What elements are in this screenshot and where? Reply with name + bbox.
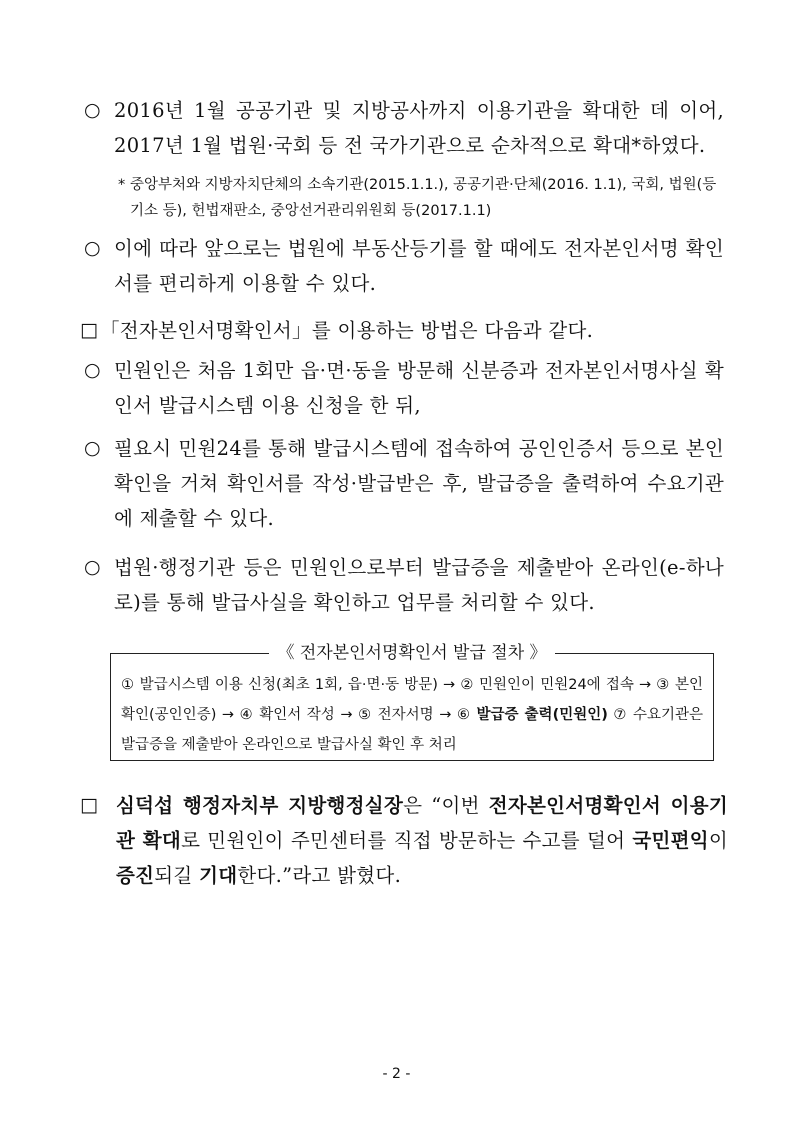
section-quote-official [80, 788, 728, 893]
bullet-paragraph-expansion [84, 93, 724, 163]
bullet-paragraph-first-visit [84, 353, 724, 423]
circle-bullet-icon: ○ [84, 556, 101, 578]
procedure-box-title: 《 전자본인서명확인서 발급 절차 》 [269, 643, 554, 663]
square-bullet-icon: □ [80, 794, 99, 816]
circle-bullet-icon: ○ [84, 437, 101, 459]
paragraph-text: 이에 따라 앞으로는 법원에 부동산등기를 할 때에도 전자본인서명 확인서를 편리하게 이용할 수 있다. [114, 237, 724, 295]
quote-text [116, 788, 728, 893]
square-bullet-icon: □ [80, 319, 99, 341]
section-text: 「전자본인서명확인서」를 이용하는 방법은 다음과 같다. [100, 319, 594, 342]
quote-part: 이 [708, 829, 729, 852]
circle-bullet-icon: ○ [84, 359, 101, 381]
footnote-text: 중앙부처와 지방자치단체의 소속기관(2015.1.1.), 공공기관·단체(2016. 1.1), 국회, 법원(등기소 등), 헌법재판소, 중앙선거관리위원회 등(2017.1.1) [130, 177, 717, 219]
paragraph-text: 필요시 민원24를 통해 발급시스템에 접속하여 공인인증서 등으로 본인확인을 거쳐 확인서를 작성·발급받은 후, 발급증을 출력하여 수요기관에 제출할 수 있다. [114, 437, 724, 530]
page-number: - 2 - [382, 1066, 411, 1082]
bullet-paragraph-online-issue [84, 431, 724, 536]
quote-part: 은 “이번 [403, 794, 489, 817]
quote-emphasis: 기대 [199, 864, 238, 887]
quote-emphasis: 전자본인서명확인서 이용기관 확대 [116, 794, 728, 852]
quote-emphasis: 증진 [116, 864, 155, 887]
section-heading-usage [80, 313, 728, 348]
procedure-steps [121, 670, 703, 760]
quote-part: 로 민원인이 주민센터를 직접 방문하는 수고를 덜어 [181, 829, 633, 852]
footnote [118, 172, 724, 224]
procedure-step-emphasis: 발급증 출력(민원인) [476, 707, 608, 723]
procedure-steps-text: ① 발급시스템 이용 신청(최초 1회, 읍·면·동 방문) → ② 민원인이 민원24에 접속 → ③ 본인 확인(공인인증) → ④ 확인서 작성 → ⑤ 전자서명 → ⑥ [121, 677, 703, 723]
quote-emphasis: 국민편익 [632, 829, 709, 852]
circle-bullet-icon: ○ [84, 237, 101, 259]
quote-part: 되길 [154, 864, 200, 887]
procedure-steps-text: ⑦ 수요기관은 발급증을 제출받아 온라인으로 발급사실 확인 후 처리 [121, 707, 703, 753]
quote-part: 한다.”라고 밝혔다. [237, 864, 402, 887]
bullet-paragraph-court-use [84, 231, 724, 301]
bullet-paragraph-verification [84, 550, 724, 620]
asterisk-icon: * [118, 177, 126, 193]
official-name: 심덕섭 행정자치부 지방행정실장 [116, 794, 404, 817]
paragraph-text: 2016년 1월 공공기관 및 지방공사까지 이용기관을 확대한 데 이어, 2017년 1월 법원·국회 등 전 국가기관으로 순차적으로 확대*하였다. [114, 99, 724, 157]
circle-bullet-icon: ○ [84, 99, 101, 121]
paragraph-text: 법원·행정기관 등은 민원인으로부터 발급증을 제출받아 온라인(e-하나로)를 통해 발급사실을 확인하고 업무를 처리할 수 있다. [114, 556, 724, 614]
procedure-box [110, 643, 714, 761]
paragraph-text: 민원인은 처음 1회만 읍·면·동을 방문해 신분증과 전자본인서명사실 확인서 발급시스템 이용 신청을 한 뒤, [114, 359, 724, 417]
